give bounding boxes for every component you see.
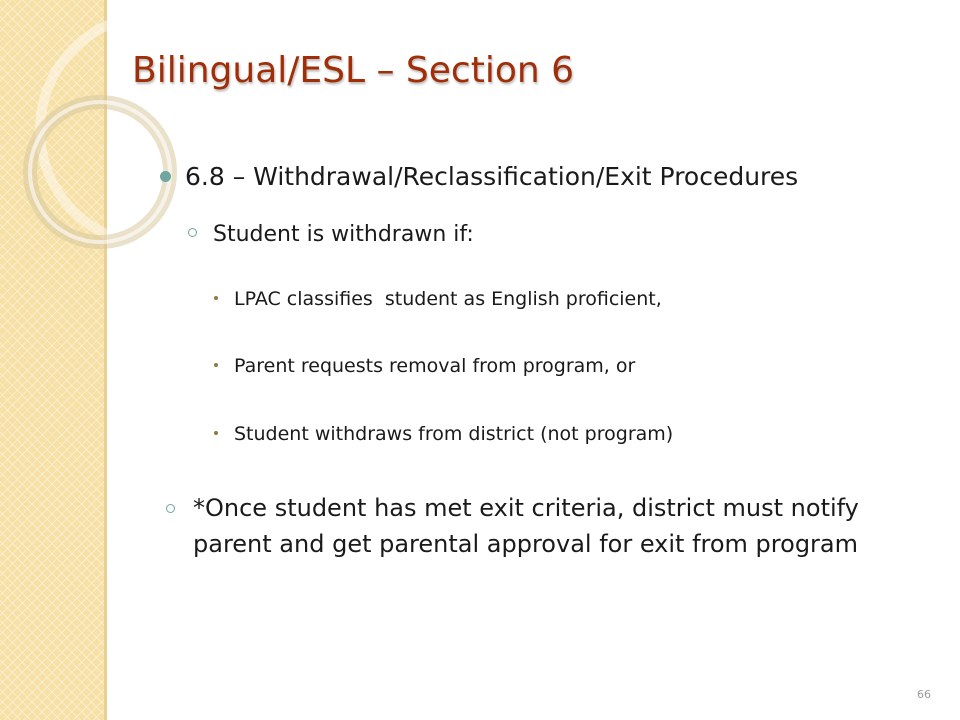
sub-sub-bullet-student-withdraws <box>214 423 673 445</box>
bullet-text: *Once student has met exit criteria, district must notify parent and get parental approval for exit from program <box>193 494 859 558</box>
ring-bullet-icon <box>188 228 197 237</box>
bullet-text: Student withdraws from district (not program) <box>234 423 674 445</box>
sub-sub-bullet-lpac <box>214 288 662 310</box>
page-number: 66 <box>917 688 931 701</box>
bullet-text: LPAC classifies student as English proficient, <box>234 288 662 310</box>
slide-title: Bilingual/ESL – Section 6 <box>132 50 575 91</box>
side-pattern-band <box>0 0 104 720</box>
sub-bullet-withdrawn-if <box>188 222 474 247</box>
small-dot-icon <box>214 363 218 367</box>
bullet-item-withdrawal-procedures <box>160 162 798 191</box>
side-band-edge <box>104 0 107 720</box>
bullet-text: 6.8 – Withdrawal/Reclassification/Exit Procedures <box>185 162 799 191</box>
small-dot-icon <box>214 296 218 300</box>
bullet-text: Student is withdrawn if: <box>213 222 474 247</box>
bullet-text: Parent requests removal from program, or <box>234 355 636 377</box>
small-dot-icon <box>214 431 218 435</box>
bullet-dot-icon <box>160 171 171 182</box>
sub-bullet-exit-criteria-note <box>166 490 933 562</box>
ring-bullet-icon <box>166 504 175 513</box>
sub-sub-bullet-parent-request <box>214 355 635 377</box>
